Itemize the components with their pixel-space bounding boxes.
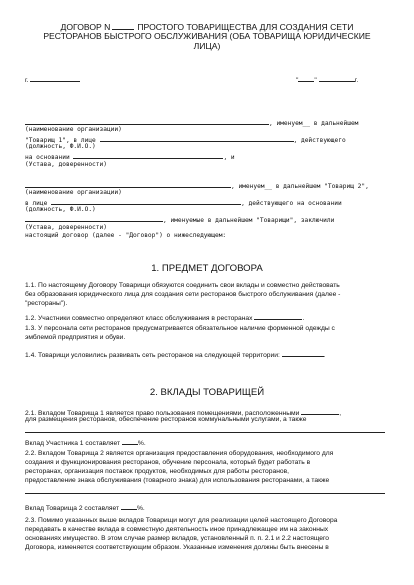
clause-1-1-line-1: 1.1. По настоящему Договору Товарищи обязуются соединить свои вклады и совместно действовать [25, 282, 340, 289]
party2-line: , именуем__ в дальнейшем "Товарищ 2", [25, 180, 369, 190]
party2-org-caption: (наименование организации) [25, 189, 122, 196]
contract-title-line-1: ДОГОВОР N ПРОСТОГО ТОВАРИЩЕСТВА ДЛЯ СОЗДАНИЯ СЕТИ [60, 22, 354, 32]
party2-position-caption: (должность, Ф.И.О.) [25, 206, 96, 213]
party1-name-line: "Товарищ 1", в лице , действующего [25, 134, 346, 144]
date-line: " " г. [296, 74, 358, 86]
clause-2-2-line-3: ресторанах, организация поставок продуктов, необходимых для работы ресторанов, [25, 468, 290, 475]
section1-heading: 1. ПРЕДМЕТ ДОГОВОРА [151, 263, 263, 274]
clause-2-2-line-1: 2.2. Вкладом Товарища 2 является организация предоставления оборудования, необходимого для [25, 450, 334, 457]
clause-2-1-line-1: 2.1. Вкладом Товарища 1 является право пользования помещениями, расположенными , [25, 407, 341, 419]
clause-2-3-line-2: передавать в качестве вклада в совместную деятельность иное принадлежащее им на законных [25, 526, 329, 533]
clause-2-1-line-2: для размещения ресторанов, обеспечение ресторанов коммунальными услугами, а также [25, 416, 307, 423]
clause-2-3-line-3: основаниях имущество. В этом случае размер вкладов, установленный п. п. 2.1 и 2.2 настоящего [25, 535, 330, 542]
clause-1-4: 1.4. Товарищи условились развивать сеть ресторанов на следующей территории: . [25, 349, 326, 361]
clause-2-2-blank [25, 486, 385, 498]
party1-line: , именуем__ в дальнейшем [25, 117, 358, 127]
city-line: г. [25, 74, 80, 86]
clause-1-3-line-1: 1.3. У персонала сети ресторанов предусматривается обязательное наличие форменной одежды с [25, 325, 335, 332]
share-2-line: Вклад Товарища 2 составляет %. [25, 502, 145, 514]
agreement-line: настоящий договор (далее - "Договор") о нижеследующем: [25, 232, 227, 239]
party1-charter-caption: (Устава, доверенности) [25, 161, 107, 168]
contract-title-line-3: ЛИЦА) [193, 41, 221, 51]
party2-charter-caption: (Устава, доверенности) [25, 224, 107, 231]
clause-2-3-line-1: 2.3. Помимо указанных выше вкладов Товарищи могут для реализации целей настоящего Договора [25, 517, 338, 524]
share-1-line: Вклад Участника 1 составляет %. [25, 437, 146, 449]
clause-2-2-line-2: создания и функционирования ресторанов, обучение персонала, который будет работать в [25, 459, 311, 466]
party1-basis-line: на основании , и [25, 151, 235, 161]
party2-basis-line: , именуемые в дальнейшем "Товарищи", заключили [25, 214, 334, 224]
clause-1-3-line-2: эмблемой предприятия и обуви. [25, 334, 126, 341]
party2-name-line: в лице , действующего на основании [25, 197, 342, 207]
clause-1-1-line-2: без образования юридического лица для создания сети ресторанов быстрого обслуживания (далее - [25, 291, 341, 298]
clause-1-1-line-3: "рестораны"). [25, 300, 68, 307]
section2-heading: 2. ВКЛАДЫ ТОВАРИЩЕЙ [149, 387, 265, 398]
clause-1-2: 1.2. Участники совместно определяют класс обслуживания в ресторанах . [25, 312, 304, 324]
clause-2-3-line-4: Договора, изменяется соответствующим образом. Указанные изменения должны быть внесены в [25, 544, 329, 551]
contract-title-line-2: РЕСТОРАНОВ БЫСТРОГО ОБСЛУЖИВАНИЯ (ОБА ТОВАРИЩА ЮРИДИЧЕСКИЕ [43, 31, 371, 41]
clause-2-1-blank [25, 425, 385, 437]
clause-2-2-line-4: предоставление знака обслуживания (товарного знака) для использования ресторанами, а также [25, 477, 330, 484]
party1-position-caption: (должность, Ф.И.О.) [25, 143, 96, 150]
party1-org-caption: (наименование организации) [25, 126, 122, 133]
